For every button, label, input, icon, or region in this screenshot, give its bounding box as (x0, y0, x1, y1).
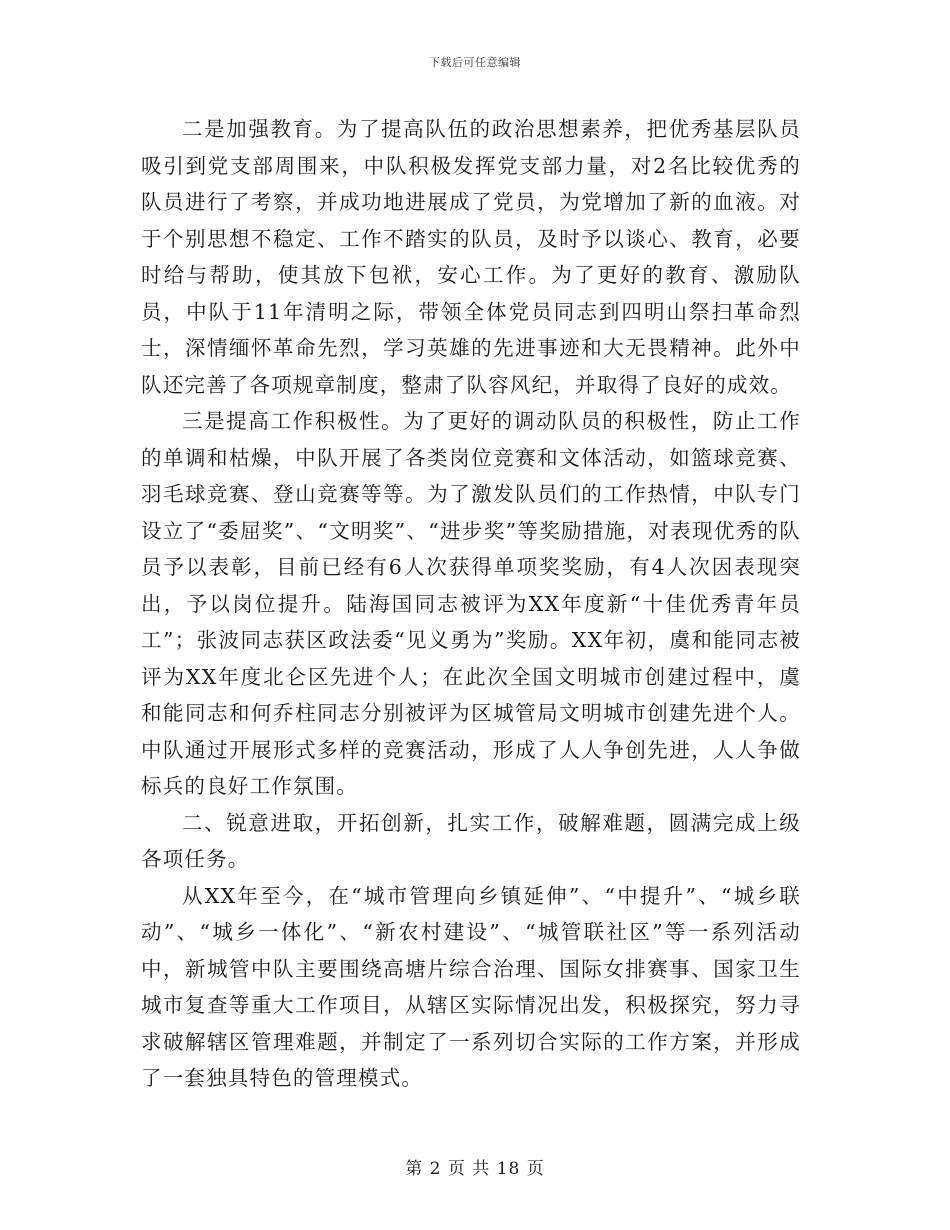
section-heading-two: 二、锐意进取，开拓创新，扎实工作，破解难题，圆满完成上级各项任务。 (141, 810, 801, 871)
paragraph-education: 二是加强教育。为了提高队伍的政治思想素养，把优秀基层队员吸引到党支部周围来，中队积极发挥党支部力量，对2名比较优秀的队员进行了考察，并成功地进展成了党员，为党增加了新的血液。对于个别思想不稳定、工作不踏实的队员，及时予以谈心、教育，必要时给与帮助，使其放下包袱，安心工作。为了更好的教育、激励队员，中队于11年清明之际，带领全体党员同志到四明山祭扫革命烈士，深情缅怀革命先烈，学习英雄的先进事迹和大无畏精神。此外中队还完善了各项规章制度，整肃了队容风纪，并取得了良好的成效。 (141, 117, 801, 397)
page-number-footer: 第 2 页 共 18 页 (405, 1159, 545, 1179)
paragraph-work-enthusiasm: 三是提高工作积极性。为了更好的调动队员的积极性，防止工作的单调和枯燥，中队开展了各类岗位竞赛和文体活动，如篮球竞赛、羽毛球竞赛、登山竞赛等等。为了激发队员们的工作热情，中队专门设立了“委屈奖”、“文明奖”、“进步奖”等奖励措施，对表现优秀的队员予以表彰，目前已经有6人次获得单项奖奖励，有4人次因表现突出，予以岗位提升。陆海国同志被评为XX年度新“十佳优秀青年员工”；张波同志获区政法委“见义勇为”奖励。XX年初，虞和能同志被评为XX年度北仑区先进个人；在此次全国文明城市创建过程中，虞和能同志和何乔柱同志分别被评为区城管局文明城市创建先进个人。中队通过开展形式多样的竞赛活动，形成了人人争创先进，人人争做标兵的良好工作氛围。 (141, 409, 801, 798)
document-body (141, 111, 801, 1097)
header-note: 下载后可任意编辑 (429, 56, 521, 69)
paragraph-since-xx-year: 从XX年至今，在“城市管理向乡镇延伸”、“中提升”、“城乡联动”、“城乡一体化”、“新农村建设”、“城管联社区”等一系列活动中，新城管中队主要围绕高塘片综合治理、国际女排赛事、国家卫生城市复查等重大工作项目，从辖区实际情况出发，积极探究，努力寻求破解辖区管理难题，并制定了一系列切合实际的工作方案，并形成了一套独具特色的管理模式。 (141, 883, 801, 1090)
